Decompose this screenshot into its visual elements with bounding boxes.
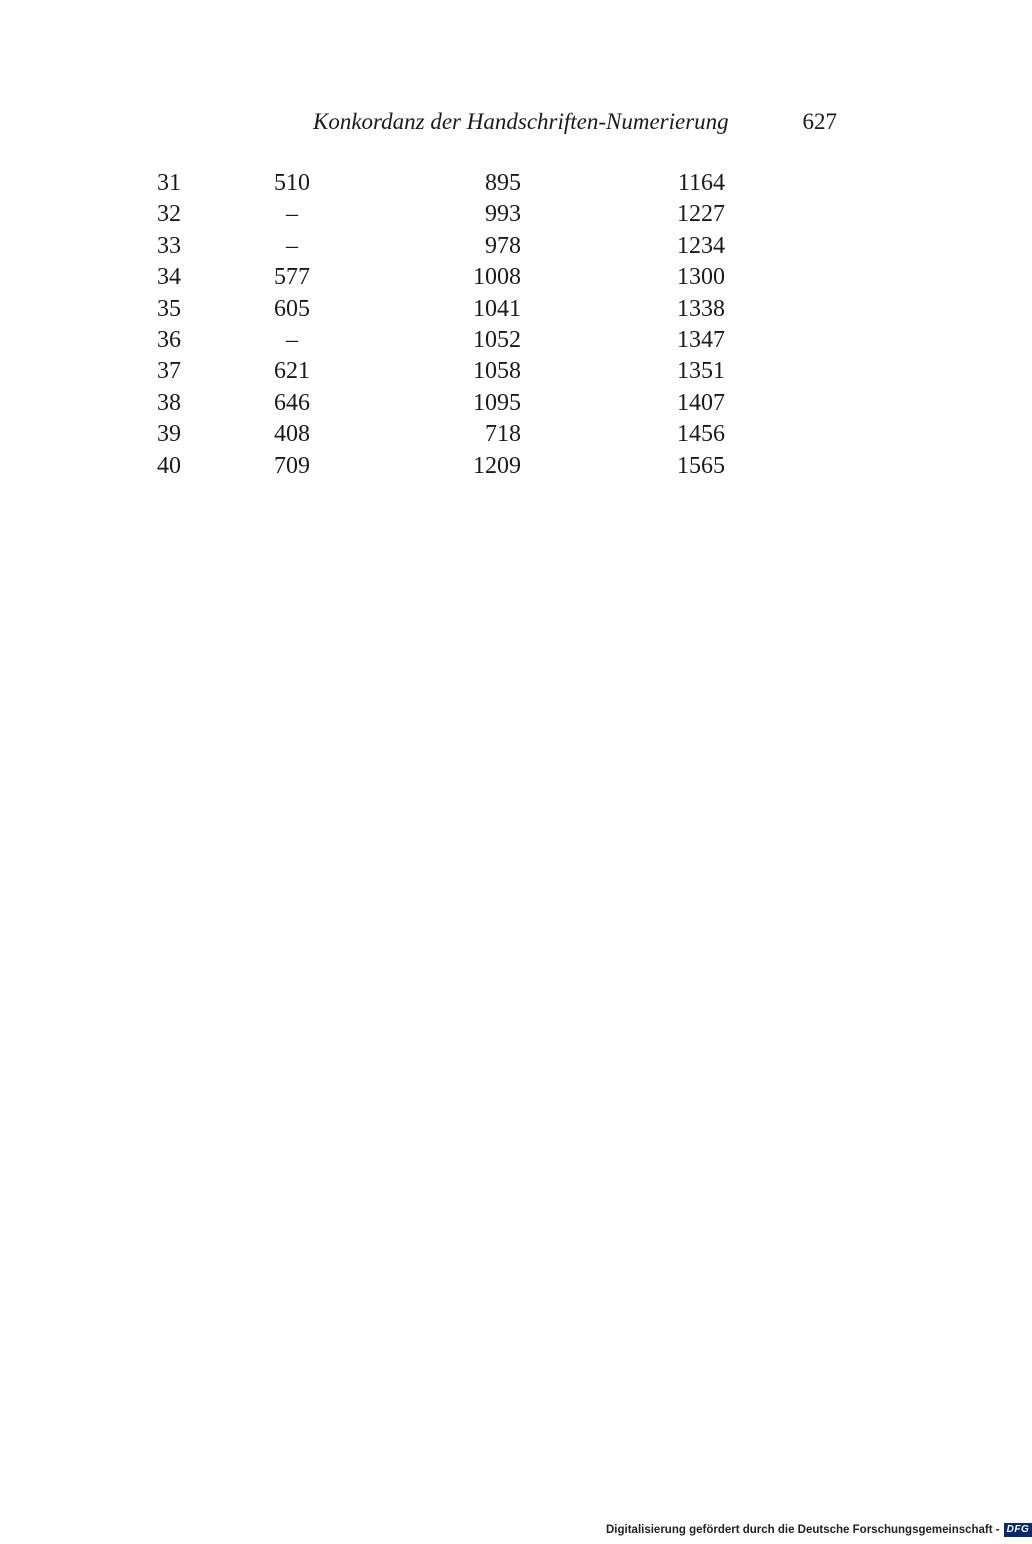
table-cell: 35 xyxy=(157,295,181,322)
table-cell: 605 xyxy=(274,295,310,322)
table-row xyxy=(0,294,1000,325)
table-cell: 1052 xyxy=(473,326,521,353)
table-cell: 1008 xyxy=(473,264,521,291)
table-row xyxy=(0,356,1000,387)
table-cell: 510 xyxy=(274,170,310,196)
table-row xyxy=(0,388,1000,419)
table-row xyxy=(0,231,1000,262)
running-title: Konkordanz der Handschriften-Numerierung xyxy=(313,109,729,134)
table-cell: 993 xyxy=(485,201,521,228)
table-cell: 577 xyxy=(274,264,310,291)
table-row xyxy=(0,451,1000,482)
table-cell: 895 xyxy=(485,170,521,196)
table-cell: 978 xyxy=(485,232,521,259)
table-cell: 1300 xyxy=(677,264,725,291)
table-row xyxy=(0,419,1000,450)
table-cell: 621 xyxy=(274,358,310,385)
table-cell: 1164 xyxy=(677,170,725,196)
dfg-logo-icon: DFG xyxy=(1004,1523,1032,1537)
table-cell: 37 xyxy=(157,358,181,385)
table-cell: 34 xyxy=(157,264,181,291)
table-cell: 1234 xyxy=(677,232,725,259)
table-cell: 718 xyxy=(485,421,521,448)
table-cell: 36 xyxy=(157,326,181,353)
table-cell: 40 xyxy=(157,452,181,479)
table-cell: 1227 xyxy=(677,201,725,228)
table-cell: 1338 xyxy=(677,295,725,322)
table-cell: – xyxy=(286,232,298,259)
table-cell: 1347 xyxy=(677,326,725,353)
table-cell: 39 xyxy=(157,421,181,448)
funding-note: Digitalisierung gefördert durch die Deutsche Forschungsgemeinschaft - xyxy=(606,1524,1000,1536)
table-cell: 709 xyxy=(274,452,310,479)
table-row xyxy=(0,168,1000,199)
table-cell: 1058 xyxy=(473,358,521,385)
table-row xyxy=(0,199,1000,230)
concordance-table xyxy=(0,168,1000,482)
funding-footer xyxy=(606,1520,1032,1540)
table-cell: 1351 xyxy=(677,358,725,385)
table-cell: 408 xyxy=(274,421,310,448)
table-cell: 1209 xyxy=(473,452,521,479)
table-cell: 1407 xyxy=(677,389,725,416)
table-cell: – xyxy=(286,201,298,228)
running-head xyxy=(0,104,1000,140)
table-cell: 1041 xyxy=(473,295,521,322)
table-cell: 1095 xyxy=(473,389,521,416)
page-number: 627 xyxy=(802,109,837,134)
table-cell: 32 xyxy=(157,201,181,228)
table-row xyxy=(0,262,1000,293)
table-cell: 38 xyxy=(157,389,181,416)
table-cell: 31 xyxy=(157,170,181,196)
table-cell: – xyxy=(286,326,298,353)
table-cell: 1456 xyxy=(677,421,725,448)
table-cell: 33 xyxy=(157,232,181,259)
table-cell: 646 xyxy=(274,389,310,416)
table-row xyxy=(0,325,1000,356)
table-cell: 1565 xyxy=(677,452,725,479)
